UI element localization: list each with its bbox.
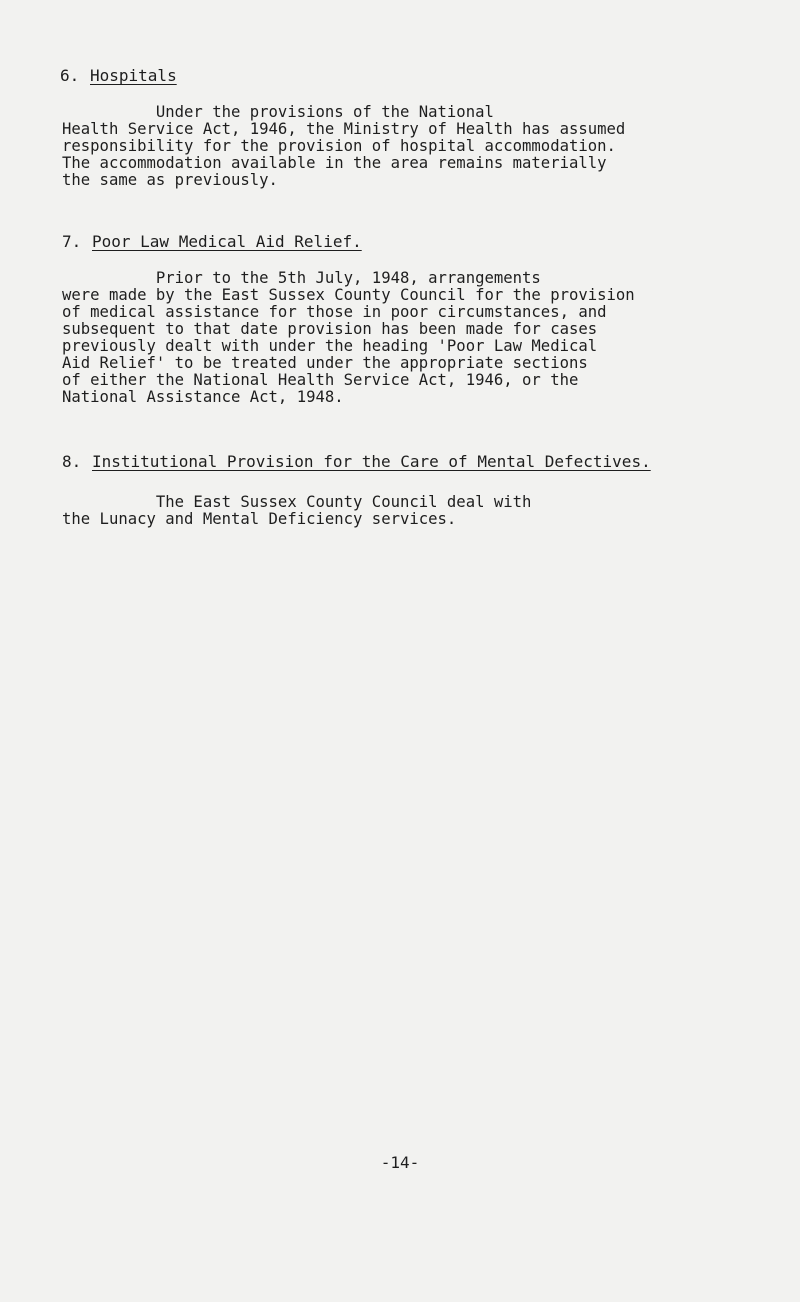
section-number: 8. — [62, 452, 82, 471]
section-hospitals — [62, 66, 762, 189]
section-body — [62, 104, 762, 189]
section-heading — [60, 66, 762, 86]
section-heading — [62, 232, 762, 252]
text-line: were made by the East Sussex County Council for the provision — [62, 286, 635, 304]
text-line: subsequent to that date provision has been made for cases — [62, 320, 598, 338]
section-body — [62, 270, 762, 406]
section-title: Hospitals — [90, 66, 177, 85]
text-line: of medical assistance for those in poor circumstances, and — [62, 303, 607, 321]
text-line: Aid Relief' to be treated under the appropriate sections — [62, 354, 588, 372]
text-line: Under the provisions of the National — [62, 103, 494, 121]
text-line: The accommodation available in the area remains materially — [62, 154, 607, 172]
text-line: previously dealt with under the heading 'Poor Law Medical — [62, 337, 598, 355]
text-line: of either the National Health Service Act, 1946, or the — [62, 371, 579, 389]
page-number: -14- — [380, 1153, 420, 1172]
section-poor-law-medical-aid-relief — [62, 232, 762, 406]
text-line: National Assistance Act, 1948. — [62, 388, 344, 406]
section-title: Poor Law Medical Aid Relief. — [92, 232, 362, 251]
section-heading — [62, 452, 762, 472]
text-line: Prior to the 5th July, 1948, arrangements — [62, 269, 541, 287]
section-number: 7. — [62, 232, 82, 251]
section-mental-defectives — [62, 452, 762, 528]
section-number: 6. — [60, 66, 80, 85]
text-line: Health Service Act, 1946, the Ministry of Health has assumed — [62, 120, 626, 138]
text-line: the Lunacy and Mental Deficiency services. — [62, 510, 457, 528]
section-title: Institutional Provision for the Care of Mental Defectives. — [92, 452, 651, 471]
text-line: responsibility for the provision of hospital accommodation. — [62, 137, 616, 155]
section-body — [62, 494, 762, 528]
text-line: The East Sussex County Council deal with — [62, 493, 532, 511]
text-line: the same as previously. — [62, 171, 278, 189]
